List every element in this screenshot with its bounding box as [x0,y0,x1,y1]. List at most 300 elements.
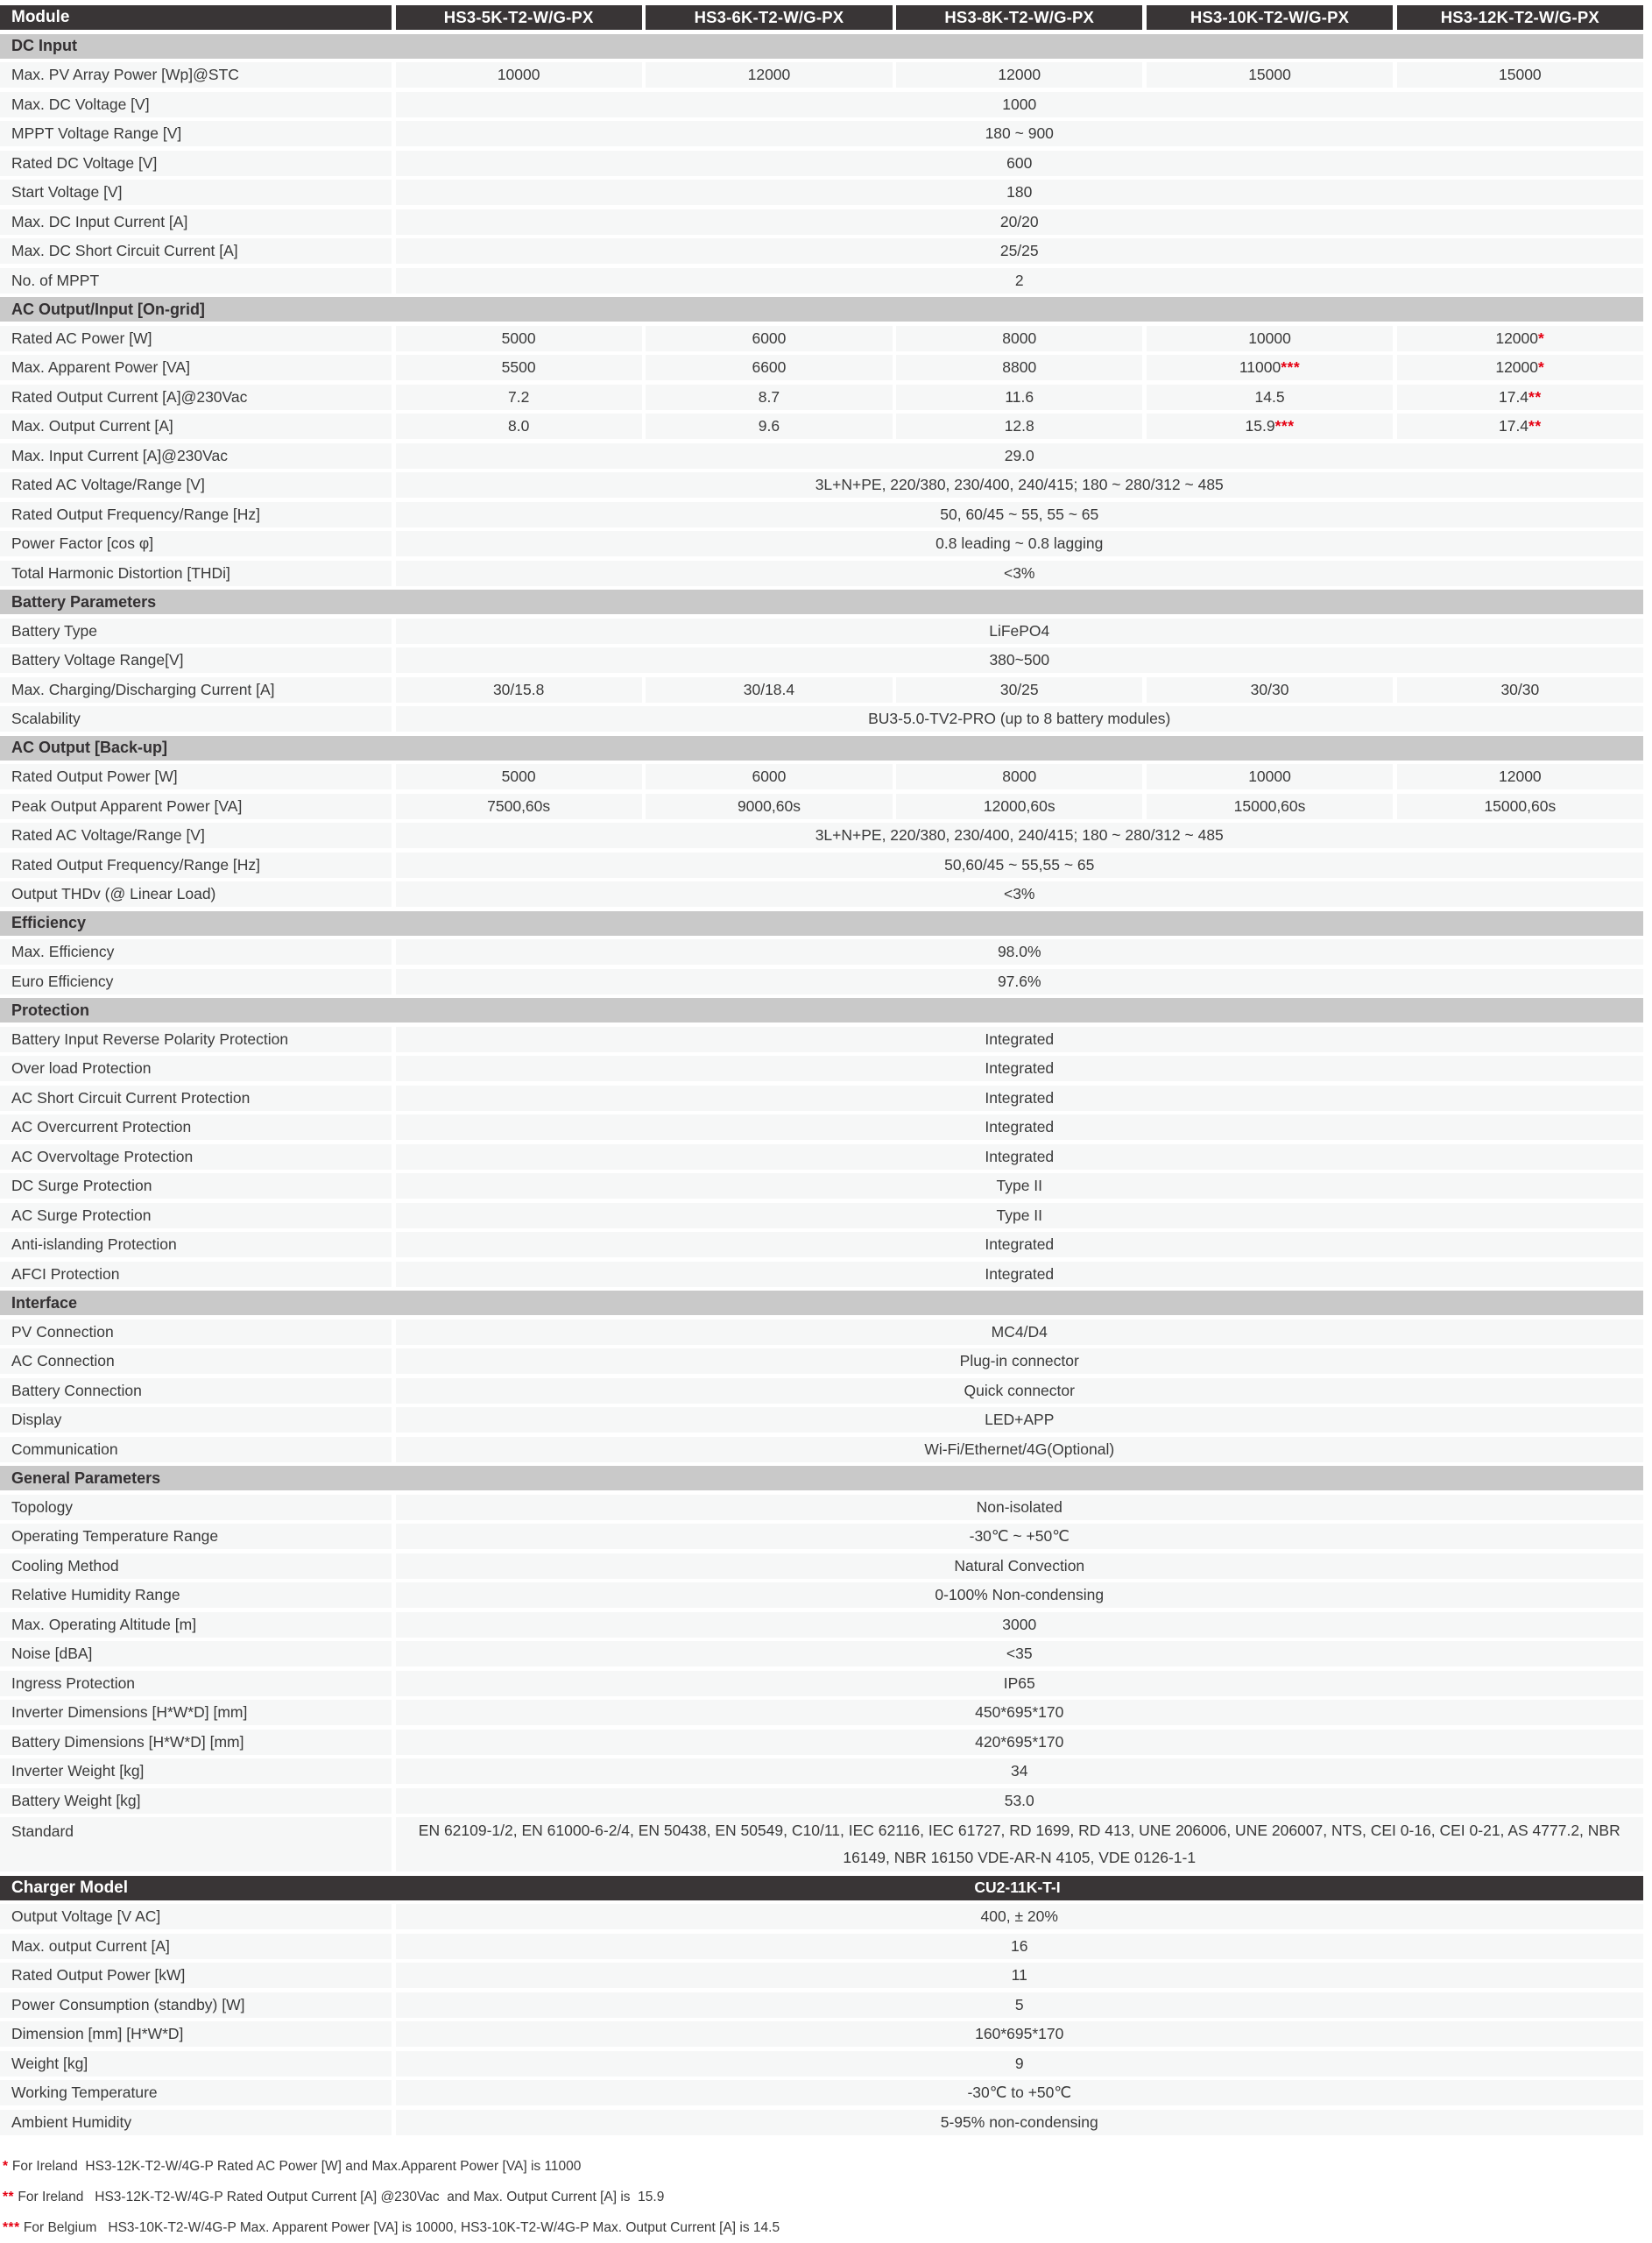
spec-value-cell [1147,677,1393,703]
row-label: Peak Output Apparent Power [VA] [0,794,392,819]
value-text: 10000 [1248,768,1291,785]
spec-value-cell [646,62,892,88]
spec-row [0,1671,1643,1696]
value-text: 29.0 [1004,446,1034,464]
value-text: 5000 [501,768,536,785]
spec-value-cell [1147,385,1393,410]
spec-value-merged [396,151,1644,176]
value-text: 50,60/45 ~ 55,55 ~ 65 [944,855,1095,874]
row-label: Total Harmonic Distortion [THDi] [0,561,392,586]
footnote-mark: *** [1274,417,1295,435]
value-text: 12000 [1499,768,1542,785]
spec-value-merged [396,853,1644,878]
spec-value-merged [396,1934,1644,1959]
row-label: Rated Output Current [A]@230Vac [0,385,392,410]
spec-value-cell [1397,764,1643,789]
value-text: 6000 [752,768,787,785]
value-text: 30/15.8 [492,680,545,698]
spec-row [0,1992,1643,2018]
column-header-model: HS3-8K-T2-W/G-PX [896,5,1142,30]
row-label: Rated AC Voltage/Range [V] [0,823,392,848]
value-text: LED+APP [985,1411,1055,1428]
row-label: Start Voltage [V] [0,180,392,205]
row-label: Max. DC Input Current [A] [0,209,392,235]
row-label: AC Short Circuit Current Protection [0,1086,392,1111]
spec-value-merged [396,531,1644,556]
spec-value-merged [396,1378,1644,1404]
row-label: Operating Temperature Range [0,1524,392,1549]
section-header [0,1466,1643,1490]
spec-row [0,647,1643,673]
spec-value-cell [1397,62,1643,88]
value-text: 6600 [752,358,787,376]
spec-value-cell [646,677,892,703]
row-label: Inverter Weight [kg] [0,1758,392,1784]
spec-value-merged [396,1904,1644,1929]
value-text: IP65 [1003,1673,1035,1692]
spec-value-cell [1147,414,1393,439]
spec-value-merged [396,881,1644,907]
row-label: Max. Apparent Power [VA] [0,355,392,380]
row-label: Working Temperature [0,2080,392,2105]
spec-row [0,62,1643,88]
spec-value-merged [396,1232,1644,1257]
section-title: General Parameters [11,1468,161,1487]
value-text: 50, 60/45 ~ 55, 55 ~ 65 [940,505,1099,523]
spec-value-merged [396,1671,1644,1696]
value-text: 6000 [752,329,787,347]
spec-value-merged [396,1524,1644,1549]
spec-value-merged [396,1320,1644,1345]
spec-row [0,881,1643,907]
row-label: Cooling Method [0,1553,392,1579]
spec-value-merged [396,647,1644,673]
spec-row [0,1934,1643,1959]
value-text: 1000 [1002,95,1037,113]
spec-value-merged [396,92,1644,117]
spec-row [0,1553,1643,1579]
footnote-mark: *** [1281,358,1301,376]
spec-value-cell [646,326,892,351]
spec-value-merged [396,1758,1644,1784]
spec-row [0,1641,1643,1666]
spec-value-cell [396,62,642,88]
value-text: 12000,60s [983,796,1055,815]
footnotes [0,2158,1652,2237]
spec-row [0,1203,1643,1228]
spec-value-merged [396,1086,1644,1111]
spec-row [0,1232,1643,1257]
value-text: 400, ± 20% [980,1907,1058,1925]
value-text: 0-100% Non-condensing [935,1586,1105,1603]
value-text: 180 [1006,183,1033,201]
value-text: 180 ~ 900 [985,124,1054,142]
value-text: 12.8 [1004,417,1034,435]
spec-value-merged [396,1788,1644,1814]
spec-value-merged [396,1056,1644,1081]
value-text: 5500 [501,358,536,376]
value-text: 3L+N+PE, 220/380, 230/400, 240/415; 180 ~ 280/312 ~ 485 [815,476,1224,493]
spec-value-cell [1397,326,1643,351]
spec-value-merged [396,1114,1644,1140]
spec-row [0,794,1643,819]
spec-value-merged [396,2110,1644,2135]
value-text: Integrated [985,1235,1055,1253]
spec-row [0,1963,1643,1988]
footnote-mark: ** [1528,417,1542,435]
value-text: 97.6% [997,972,1041,990]
spec-value-merged [396,706,1644,732]
value-text: 8.0 [507,417,530,435]
spec-row [0,1437,1643,1462]
value-text: Integrated [985,1264,1055,1283]
value-text: 98.0% [997,943,1041,960]
spec-row [0,326,1643,351]
row-label: Ingress Protection [0,1671,392,1696]
row-label: No. of MPPT [0,268,392,294]
value-text: 11000 [1239,358,1281,376]
value-text: 0.8 leading ~ 0.8 lagging [935,534,1104,552]
row-label: Inverter Dimensions [H*W*D] [mm] [0,1700,392,1725]
spec-row [0,619,1643,644]
spec-row [0,472,1643,498]
value-text: 25/25 [999,242,1039,259]
footnote-text: For Belgium HS3-10K-T2-W/4G-P Max. Apparent Power [VA] is 10000, HS3-10K-T2-W/4G-P Max. Output Current [A] is 14.5 [19,2219,780,2235]
row-label: Rated Output Power [kW] [0,1963,392,1988]
spec-value-cell [896,794,1142,819]
row-label: Max. output Current [A] [0,1934,392,1959]
spec-row [0,677,1643,703]
spec-row [0,1027,1643,1052]
footnote-text: For Ireland HS3-12K-T2-W/4G-P Rated Output Current [A] @230Vac and Max. Output Current [A] is 15.9 [14,2189,665,2204]
value-text: 15000,60s [1233,796,1306,815]
footnote-mark: * [1538,358,1545,376]
spec-value-cell [896,326,1142,351]
value-text: -30℃ ~ +50℃ [969,1527,1070,1545]
row-label: Relative Humidity Range [0,1582,392,1608]
row-label: Noise [dBA] [0,1641,392,1666]
row-label: Rated AC Power [W] [0,326,392,351]
spec-row [0,1788,1643,1814]
row-label: Battery Voltage Range[V] [0,647,392,673]
spec-row [0,1086,1643,1111]
spec-row [0,1730,1643,1755]
spec-row [0,1582,1643,1608]
section-title: Protection [11,1001,90,1019]
value-text: 30/25 [999,680,1039,698]
value-text: <35 [1006,1645,1033,1662]
section-title: DC Input [11,37,77,54]
spec-row [0,764,1643,789]
footnote [3,2189,1652,2206]
spec-value-cell [396,677,642,703]
spec-value-merged [396,1407,1644,1433]
spec-row [0,2051,1643,2077]
value-text: 12000 [998,66,1041,83]
section-title: AC Output [Back-up] [11,739,167,756]
value-text: Type II [996,1206,1043,1224]
spec-row [0,121,1643,146]
value-text: <3% [1003,885,1035,902]
section-header [0,590,1643,614]
spec-row [0,238,1643,264]
spec-row [0,1173,1643,1199]
spec-row [0,2080,1643,2105]
value-text: 16 [1011,1936,1028,1955]
spec-row [0,1904,1643,1929]
value-text: 420*695*170 [975,1732,1064,1751]
value-text: Integrated [985,1030,1055,1048]
spec-value-cell [1147,355,1393,380]
spec-value-cell [896,355,1142,380]
spec-row [0,531,1643,556]
spec-value-cell [1397,794,1643,819]
column-header-model: HS3-12K-T2-W/G-PX [1397,5,1643,30]
value-text: Plug-in connector [959,1352,1079,1369]
row-label: Power Consumption (standby) [W] [0,1992,392,2018]
spec-value-cell [646,385,892,410]
row-label: Rated Output Frequency/Range [Hz] [0,853,392,878]
value-text: 5000 [501,329,536,347]
value-text: Integrated [985,1088,1055,1107]
value-text: 10000 [1248,329,1291,347]
value-text: Type II [996,1177,1043,1194]
spec-value-merged [396,1963,1644,1988]
spec-value-merged [396,443,1644,469]
row-label: Max. Charging/Discharging Current [A] [0,677,392,703]
section-title: AC Output/Input [On-grid] [11,300,205,318]
value-text: 160*695*170 [975,2025,1064,2042]
value-text: 8000 [1002,329,1037,347]
row-label: Max. PV Array Power [Wp]@STC [0,62,392,88]
value-text: 9 [1014,2054,1024,2072]
section-header [0,297,1643,322]
row-label: Euro Efficiency [0,969,392,994]
section-title: Efficiency [11,914,87,931]
spec-value-cell [896,62,1142,88]
value-text: 15000 [1248,66,1291,83]
spec-value-cell [646,414,892,439]
row-label: MPPT Voltage Range [V] [0,121,392,146]
spec-row [0,151,1643,176]
spec-row [0,1144,1643,1170]
value-text: 600 [1006,153,1033,172]
value-text: Natural Convection [954,1556,1085,1574]
row-label: Standard [0,1817,392,1872]
value-text: Quick connector [964,1381,1075,1399]
row-label: Weight [kg] [0,2051,392,2077]
value-text: Integrated [985,1118,1055,1136]
value-text: 53.0 [1004,1791,1034,1809]
spec-value-cell [896,764,1142,789]
spec-value-merged [396,1348,1644,1374]
footnote-mark: ** [1528,387,1542,406]
section-header [0,736,1643,761]
spec-row [0,1495,1643,1520]
value-text: 17.4 [1498,417,1529,435]
value-text: Non-isolated [976,1497,1063,1516]
value-text: 3L+N+PE, 220/380, 230/400, 240/415; 180 ~ 280/312 ~ 485 [815,826,1224,844]
spec-value-merged [396,502,1644,527]
row-label: Battery Dimensions [H*W*D] [mm] [0,1730,392,1755]
row-label: AC Connection [0,1348,392,1374]
spec-value-cell [396,326,642,351]
value-text: Wi-Fi/Ethernet/4G(Optional) [924,1440,1115,1458]
section-header [0,34,1643,59]
value-text: 15000,60s [1484,796,1557,815]
spec-value-merged [396,1992,1644,2018]
value-text: 34 [1011,1762,1028,1780]
spec-value-cell [396,794,642,819]
spec-row [0,1378,1643,1404]
spec-row [0,2110,1643,2135]
spec-value-cell [896,677,1142,703]
row-label: Rated AC Voltage/Range [V] [0,472,392,498]
spec-row [0,1348,1643,1374]
row-label: Rated DC Voltage [V] [0,151,392,176]
value-text: Integrated [985,1147,1055,1165]
value-text: 12000 [1495,358,1539,376]
spec-row [0,443,1643,469]
spec-row [0,385,1643,410]
spec-row [0,209,1643,235]
spec-value-merged [396,619,1644,644]
row-label: Anti-islanding Protection [0,1232,392,1257]
value-text: EN 62109-1/2, EN 61000-6-2/4, EN 50438, EN 50549, C10/11, IEC 62116, IEC 61727, RD 1699, RD 413, UNE 206006, UNE 206007, NTS, CEI 0-16, CEI 0-21, AS 4777.2, NBR 16149, NBR 16150 VDE-AR-N 4105, VDE 0126-1-1 [418,1822,1620,1866]
value-text: LiFePO4 [989,621,1050,640]
spec-value-merged [396,1817,1644,1872]
value-text: 2 [1014,271,1024,289]
spec-value-cell [1397,385,1643,410]
spec-value-merged [396,1203,1644,1228]
charger-model-header [0,1876,1643,1900]
spec-row [0,414,1643,439]
spec-value-cell [646,794,892,819]
spec-value-merged [396,1700,1644,1725]
spec-row [0,853,1643,878]
spec-row [0,180,1643,205]
spec-value-cell [396,385,642,410]
row-label: Max. DC Voltage [V] [0,92,392,117]
spec-value-merged [396,1027,1644,1052]
row-label: Rated Output Power [W] [0,764,392,789]
spec-row [0,1758,1643,1784]
value-text: -30℃ to +50℃ [967,2084,1072,2101]
spec-value-merged [396,472,1644,498]
section-header [0,911,1643,936]
spec-value-cell [1397,355,1643,380]
row-label: Max. Input Current [A]@230Vac [0,443,392,469]
row-label: Scalability [0,706,392,732]
section-header [0,1291,1643,1315]
spec-value-merged [396,1495,1644,1520]
spec-value-merged [396,209,1644,235]
charger-header-title: Charger Model [11,1878,129,1897]
spec-row [0,1700,1643,1725]
value-text: 450*695*170 [975,1703,1064,1721]
value-text: 12000 [747,66,791,83]
row-label: AFCI Protection [0,1262,392,1287]
row-label: Max. Output Current [A] [0,414,392,439]
spec-value-cell [1147,764,1393,789]
spec-row [0,561,1643,586]
row-label: Battery Type [0,619,392,644]
section-title: Battery Parameters [11,592,157,611]
value-text: BU3-5.0-TV2-PRO (up to 8 battery modules) [868,710,1171,727]
spec-value-merged [396,969,1644,994]
row-label: AC Overcurrent Protection [0,1114,392,1140]
spec-row [0,92,1643,117]
spec-row [0,502,1643,527]
row-label: Output Voltage [V AC] [0,1904,392,1929]
value-text: 14.5 [1254,387,1285,406]
spec-row [0,1114,1643,1140]
spec-value-cell [396,414,642,439]
spec-row [0,706,1643,732]
spec-value-merged [396,1582,1644,1608]
spec-value-cell [1147,62,1393,88]
row-label: Max. Efficiency [0,939,392,965]
row-label: Rated Output Frequency/Range [Hz] [0,502,392,527]
row-label: Battery Weight [kg] [0,1788,392,1814]
footnote-text: For Ireland HS3-12K-T2-W/4G-P Rated AC Power [W] and Max.Apparent Power [VA] is 11000 [8,2158,582,2174]
spec-value-cell [1397,414,1643,439]
row-label: Battery Input Reverse Polarity Protection [0,1027,392,1052]
value-text: 30/30 [1250,680,1289,698]
row-label: DC Surge Protection [0,1173,392,1199]
spec-row [0,1612,1643,1638]
row-label: AC Overvoltage Protection [0,1144,392,1170]
row-label: Ambient Humidity [0,2110,392,2135]
spec-value-merged [396,2051,1644,2077]
spec-value-merged [396,561,1644,586]
spec-value-merged [396,1641,1644,1666]
value-text: 11 [1011,1966,1027,1984]
spec-value-cell [396,355,642,380]
value-text: 11.6 [1005,387,1034,406]
footnote [3,2158,1652,2176]
footnote [3,2219,1652,2237]
spec-value-merged [396,238,1644,264]
spec-value-merged [396,1553,1644,1579]
value-text: 7500,60s [487,796,551,815]
value-text: 10000 [497,66,540,83]
row-label: Max. Operating Altitude [m] [0,1612,392,1638]
spec-row [0,1320,1643,1345]
spec-row [0,939,1643,965]
spec-row [0,1817,1643,1872]
footnote-asterisk: ** [3,2189,15,2204]
spec-value-merged [396,1612,1644,1638]
spec-value-merged [396,1173,1644,1199]
spec-row [0,969,1643,994]
section-title: Interface [11,1293,78,1312]
spec-value-merged [396,939,1644,965]
spec-value-cell [896,414,1142,439]
row-label: Display [0,1407,392,1433]
value-text: 30/30 [1500,680,1540,698]
value-text: 5-95% non-condensing [940,2112,1098,2131]
column-header-model: HS3-6K-T2-W/G-PX [646,5,892,30]
spec-row [0,1524,1643,1549]
spec-value-merged [396,121,1644,146]
spec-row [0,1262,1643,1287]
spec-value-merged [396,268,1644,294]
table-header-row [0,5,1643,30]
value-text: 8800 [1002,358,1037,376]
spec-row [0,823,1643,848]
spec-row [0,1407,1643,1433]
